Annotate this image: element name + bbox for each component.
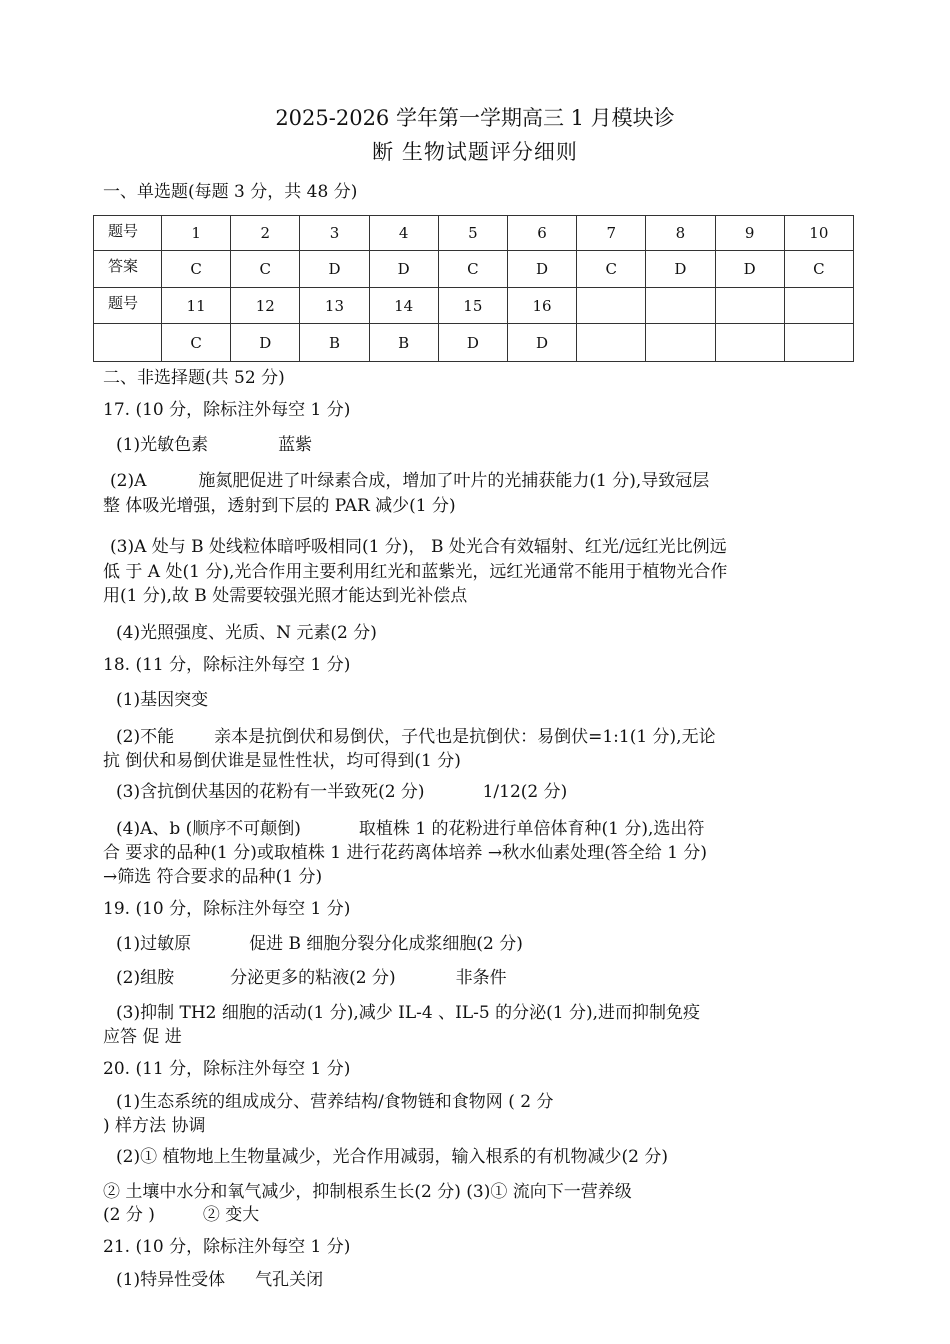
answer-text: 非条件: [455, 968, 507, 988]
q17-answer-2-cont: 整 体吸光增强，透射到下层的 PAR 减少(1 分): [103, 496, 456, 516]
table-cell: 12: [231, 288, 300, 324]
table-cell: [784, 288, 853, 324]
answer-text: 1/12(2 分): [482, 782, 568, 802]
table-cell: B: [300, 324, 369, 362]
answer-text: 促进 B 细胞分裂分化成浆细胞(2 分): [249, 934, 523, 954]
table-cell: C: [577, 251, 646, 288]
table-cell: C: [231, 251, 300, 288]
table-cell: D: [646, 251, 715, 288]
table-cell: D: [231, 324, 300, 362]
q18-answer-4-cont: 合 要求的品种(1 分)或取植株 1 进行花药离体培养 →秋水仙素处理(答全给 1 分): [103, 843, 708, 863]
q18-answer-1: (1)基因突变: [116, 690, 209, 710]
table-cell: D: [438, 324, 507, 362]
table-cell: C: [162, 324, 231, 362]
table-cell: D: [507, 251, 576, 288]
table-cell: 6: [507, 216, 576, 251]
table-cell: [577, 324, 646, 362]
table-cell: 15: [438, 288, 507, 324]
q18-answer-2: [116, 725, 716, 749]
table-cell: [715, 288, 784, 324]
q20-answer-2: (2)① 植物地上生物量减少，光合作用减弱，输入根系的有机物减少(2 分): [116, 1147, 668, 1167]
table-cell: 8: [646, 216, 715, 251]
answer-text: (1)光敏色素: [116, 435, 209, 455]
row-label: 题号: [94, 216, 162, 251]
table-cell: D: [507, 324, 576, 362]
table-cell: D: [369, 251, 438, 288]
table-row: [94, 324, 854, 362]
answer-text: 施氮肥促进了叶绿素合成，增加了叶片的光捕获能力(1 分),导致冠层: [198, 471, 710, 491]
table-cell: [646, 324, 715, 362]
q19-answer-3: (3)抑制 TH2 细胞的活动(1 分),减少 IL-4 、IL-5 的分泌(1 分),进而抑制免疫: [116, 1003, 700, 1023]
table-row: [94, 288, 854, 324]
q20-answer-2-cont: ② 土壤中水分和氧气减少，抑制根系生长(2 分) (3)① 流向下一营养级: [103, 1182, 632, 1202]
answer-text: (2)A: [110, 471, 147, 491]
table-cell: 11: [162, 288, 231, 324]
q20-answer-3-cont: [103, 1203, 259, 1227]
answer-text: 气孔关闭: [255, 1270, 324, 1290]
table-cell: C: [162, 251, 231, 288]
answer-text: 亲本是抗倒伏和易倒伏，子代也是抗倒伏：易倒伏=1:1(1 分),无论: [214, 727, 716, 747]
table-cell: 4: [369, 216, 438, 251]
answer-table: [93, 215, 854, 362]
table-cell: [784, 324, 853, 362]
table-cell: 5: [438, 216, 507, 251]
title-line-2: 断 生物试题评分细则: [372, 140, 578, 164]
table-cell: [577, 288, 646, 324]
answer-text: (2)不能: [116, 727, 175, 747]
table-cell: [646, 288, 715, 324]
answer-text: (1)过敏原: [116, 934, 192, 954]
row-label: 答案: [94, 251, 162, 288]
title-line-1: 2025-2026 学年第一学期高三 1 月模块诊: [275, 106, 675, 130]
q18-heading: 18. (11 分，除标注外每空 1 分): [103, 655, 351, 675]
table-cell: 10: [784, 216, 853, 251]
table-cell: 16: [507, 288, 576, 324]
row-label: [94, 324, 162, 362]
answer-text: 取植株 1 的花粉进行单倍体育种(1 分),选出符: [358, 819, 705, 839]
table-cell: [715, 324, 784, 362]
q19-heading: 19. (10 分，除标注外每空 1 分): [103, 899, 351, 919]
q18-answer-2-cont: 抗 倒伏和易倒伏谁是显性性状，均可得到(1 分): [103, 751, 461, 771]
answer-text: (2)组胺: [116, 968, 175, 988]
table-cell: 2: [231, 216, 300, 251]
q19-answer-3-cont: 应答 促 进: [103, 1027, 182, 1047]
answer-text: ② 变大: [202, 1205, 260, 1225]
q20-answer-1-cont: ) 样方法 协调: [103, 1116, 206, 1136]
q17-answer-1: [116, 433, 312, 457]
table-cell: C: [784, 251, 853, 288]
table-cell: C: [438, 251, 507, 288]
table-row: [94, 251, 854, 288]
table-cell: D: [300, 251, 369, 288]
q18-answer-4: [116, 817, 704, 841]
table-cell: 1: [162, 216, 231, 251]
table-row: [94, 216, 854, 251]
q17-answer-3-cont: 用(1 分),故 B 处需要较强光照才能达到光补偿点: [103, 586, 468, 606]
q21-heading: 21. (10 分，除标注外每空 1 分): [103, 1237, 351, 1257]
q17-heading: 17. (10 分，除标注外每空 1 分): [103, 400, 351, 420]
q20-answer-1: (1)生态系统的组成成分、营养结构/食物链和食物网 ( 2 分: [116, 1092, 554, 1112]
answer-text: (4)A、b (顺序不可颠倒): [116, 819, 301, 839]
table-cell: 3: [300, 216, 369, 251]
table-cell: 7: [577, 216, 646, 251]
q19-answer-2: [116, 966, 507, 990]
q17-answer-2: [110, 469, 709, 493]
q17-answer-4: (4)光照强度、光质、N 元素(2 分): [116, 623, 377, 643]
q21-answer-1: [116, 1268, 323, 1292]
answer-text: (2 分 ): [103, 1205, 155, 1225]
table-cell: B: [369, 324, 438, 362]
section-1-heading: 一、单选题(每题 3 分，共 48 分): [103, 182, 358, 202]
q17-answer-3-cont: 低 于 A 处(1 分),光合作用主要利用红光和蓝紫光，远红光通常不能用于植物光合作: [103, 562, 728, 582]
table-cell: 9: [715, 216, 784, 251]
section-2-heading: 二、非选择题(共 52 分): [103, 368, 285, 388]
table-cell: D: [715, 251, 784, 288]
table-cell: 13: [300, 288, 369, 324]
answer-text: (3)含抗倒伏基因的花粉有一半致死(2 分): [116, 782, 425, 802]
q18-answer-4-cont: →筛选 符合要求的品种(1 分): [103, 867, 323, 887]
answer-text: 分泌更多的粘液(2 分): [230, 968, 396, 988]
answer-text: 蓝紫: [278, 435, 313, 455]
q19-answer-1: [116, 932, 523, 956]
table-cell: 14: [369, 288, 438, 324]
answer-text: (1)特异性受体: [116, 1270, 226, 1290]
q17-answer-3: (3)A 处与 B 处线粒体暗呼吸相同(1 分)， B 处光合有效辐射、红光/远红光比例远: [110, 537, 727, 557]
q18-answer-3: [116, 780, 567, 804]
q20-heading: 20. (11 分，除标注外每空 1 分): [103, 1059, 351, 1079]
row-label: 题号: [94, 288, 162, 324]
